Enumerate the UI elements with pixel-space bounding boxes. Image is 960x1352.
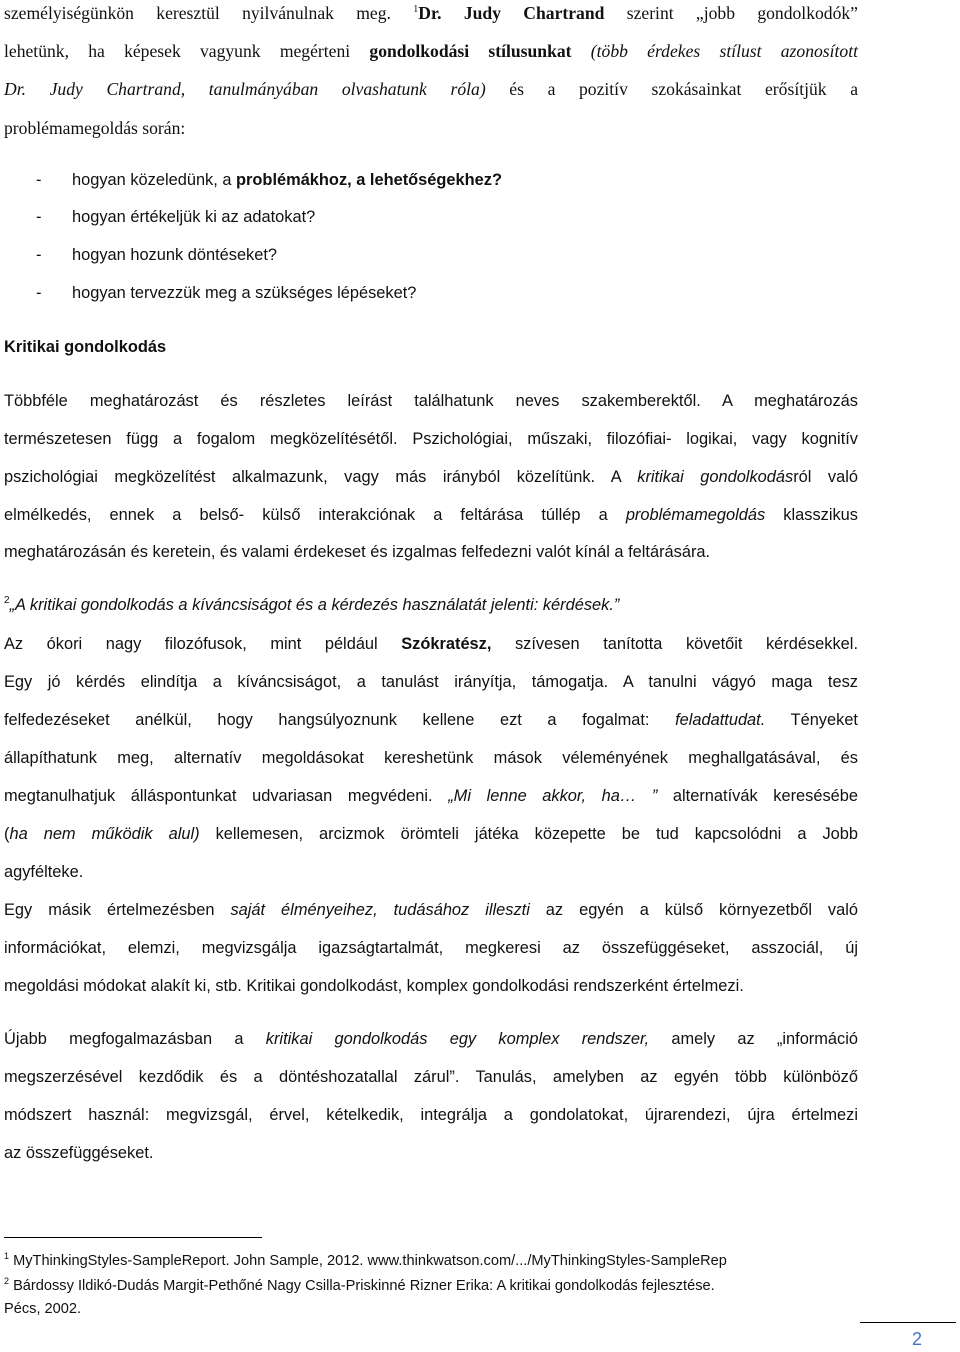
para4-line-3: módszert használ: megvizsgál, érvel, kételkedik, integrálja a gondolatokat, újrarendezi, újra értelmezi bbox=[4, 1106, 858, 1124]
para2-line-7: agyfélteke. bbox=[4, 863, 84, 881]
question-item-4: - hogyan tervezzük meg a szükséges lépéseket? bbox=[36, 284, 417, 302]
footnote-ref-2[interactable]: 2 bbox=[4, 595, 10, 606]
para4-line-1: Újabb megfogalmazásban a kritikai gondolkodás egy komplex rendszer, amely az „információ bbox=[4, 1030, 858, 1048]
footnote-1: $^1$ MyThinkingStyles-SampleReport. John Sample, 2012. www.thinkwatson.com/.../MyThinkingStyles-SampleRep bbox=[4, 1251, 727, 1269]
para2-line-4: állapíthatunk meg, alternatív megoldásokat kereshetünk mások véleményének meghallgatásával, és bbox=[4, 749, 858, 767]
intro-line-4: problémamegoldás során: bbox=[4, 118, 186, 138]
intro-line-3: Dr. Judy Chartrand, tanulmányában olvashatunk róla) és a pozitív szokásainkat erősítjük a bbox=[4, 79, 858, 99]
question-item-1: - hogyan közeledünk, a problémákhoz, a lehetőségekhez? bbox=[36, 171, 502, 189]
para4-line-2: megszerzésével kezdődik és a döntéshozatallal zárul”. Tanulás, amelyben az egyén több különböző bbox=[4, 1068, 858, 1086]
quote-line: $^2$„A kritikai gondolkodás a kíváncsiságot és a kérdezés használatát jelenti: kérdések.” bbox=[4, 595, 620, 614]
para3-line-3: megoldási módokat alakít ki, stb. Kritikai gondolkodást, komplex gondolkodási rendszerként értelmezi. bbox=[4, 977, 744, 995]
para1-line-4: elmélkedés, ennek a belső- külső interakciónak a feltárása túllép a problémamegoldás klasszikus bbox=[4, 506, 858, 524]
para2-line-6: (ha nem működik alul) kellemesen, arcizmok örömteli játéka közepette be tud kapcsolódni a Jobb bbox=[4, 825, 858, 843]
intro-line-2: lehetünk, ha képesek vagyunk megérteni gondolkodási stílusunkat (több érdekes stílust azonosított bbox=[4, 41, 858, 61]
para2-line-2: Egy jó kérdés elindítja a kíváncsiságot, a tanulást irányítja, támogatja. A tanulni vágyó maga tesz bbox=[4, 673, 858, 691]
footnote-1-link[interactable]: MyThinkingStyles-SampleReport. John Sample, 2012. www.thinkwatson.com/.../MyThinkingStyles-SampleRep bbox=[9, 1253, 727, 1269]
para1-line-1: Többféle meghatározást és részletes leírást találhatunk neves szakemberektől. A meghatározás bbox=[4, 392, 858, 410]
footnote-2: $^2$ Bárdossy Ildikó-Dudás Margit-Pethőné Nagy Csilla-Priskinné Rizner Erika: A kritikai gondolkodás fejlesztése. bbox=[4, 1276, 715, 1294]
question-item-3: - hogyan hozunk döntéseket? bbox=[36, 246, 278, 264]
para2-line-1: Az ókori nagy filozófusok, mint például Szókratész, szívesen tanította követőit kérdésekkel. bbox=[4, 635, 858, 653]
para2-line-3: felfedezéseket anélkül, hogy hangsúlyoznunk kellene ezt a fogalmat: feladattudat. Tényeket bbox=[4, 711, 858, 729]
footnote-2-line-2: Pécs, 2002. bbox=[4, 1301, 82, 1317]
footnote-separator bbox=[4, 1237, 262, 1238]
para2-line-5: megtanulhatjuk álláspontunkat udvariasan megvédeni. „Mi lenne akkor, ha… ” alternatívák keresésébe bbox=[4, 787, 858, 805]
page-number: 2 bbox=[912, 1329, 923, 1349]
para1-line-2: természetesen függ a fogalom megközelítésétől. Pszichológiai, műszaki, filozófiai- logikai, vagy kognitív bbox=[4, 430, 858, 448]
para1-line-3: pszichológiai megközelítést alkalmazunk, vagy más irányból közelítünk. A kritikai gondolkodásról való bbox=[4, 468, 858, 486]
para4-line-4: az összefüggéseket. bbox=[4, 1144, 154, 1162]
section-heading: Kritikai gondolkodás bbox=[4, 338, 167, 356]
para3-line-1: Egy másik értelmezésben saját élményeihez, tudásához illeszti az egyén a külső környezetből való bbox=[4, 901, 859, 919]
footnote-ref-1[interactable]: 1 bbox=[413, 4, 419, 15]
intro-line-1: személyiségünkön keresztül nyilvánulnak meg. $^1$Dr. Judy Chartrand szerint „jobb gondolkodók” bbox=[4, 3, 858, 23]
page-number-rule bbox=[860, 1322, 956, 1323]
para1-line-5: meghatározásán és keretein, és valami érdekeset és izgalmas felfedezni valót kínál a feltárására. bbox=[4, 543, 711, 561]
question-item-2: - hogyan értékeljük ki az adatokat? bbox=[36, 208, 316, 226]
para3-line-2: információkat, elemzi, megvizsgálja igazságtartalmát, megkeresi az összefüggéseket, asszociál, új bbox=[4, 939, 858, 957]
